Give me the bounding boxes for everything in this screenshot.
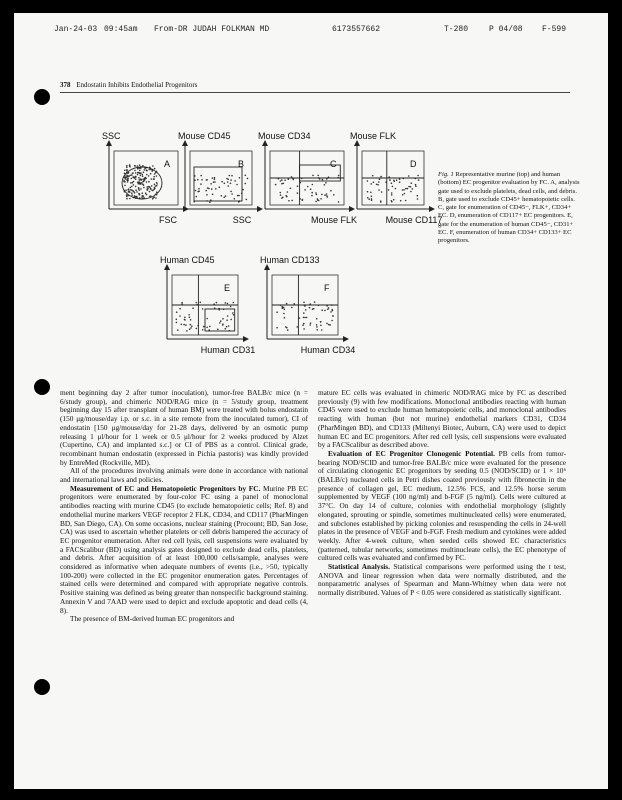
fax-code: T-280 — [444, 25, 469, 34]
heading-statistics: Statistical Analysis. — [328, 562, 390, 572]
fax-from: From-DR JUDAH FOLKMAN MD — [154, 25, 270, 34]
panel-b — [178, 131, 260, 225]
panel-letter: B — [238, 159, 245, 169]
fax-pages: P 04/08 — [489, 25, 523, 34]
panel-f — [260, 255, 355, 355]
events-scatter — [276, 301, 334, 331]
panel-c — [258, 131, 357, 225]
journal-running-title: Endostatin Inhibits Endothelial Progenitors — [76, 81, 198, 89]
panel-y-label: Mouse CD34 — [258, 131, 311, 141]
caption-text: Representative murine (top) and human (bottom) EC progenitor evaluation by FC. A, analysis gate used to exclude platelets, dead cells, and debris. B, gate used to exclude CD45+ hematopoietic cells. C, gate for enumeration of CD45−, FLK+, CD34+ EC. D, enumeration of CD117+ EC progenitors. E, gate for the enumeration of human CD45−, CD31+ EC. F, enumeration of human CD34+ CD133+ EC progenitors. — [438, 171, 580, 245]
panel-y-label: Mouse CD45 — [178, 131, 231, 141]
panel-y-label: Mouse FLK — [350, 131, 397, 141]
panel-y-label: Human CD45 — [160, 255, 215, 265]
right-paragraph-2: PB cells from tumor-bearing NOD/SCID and tumor-free BALB/c mice were evaluated for the presence of circulating clonogenic EC progenitors by seeding 0.5 (NOD/SCID) or 1 × 10⁶ (BALB/c) nucleated cells in Petri dishes coated previously with fibronectin in the presence of collagen gel, EC medium, 12.5% FCS, and 12.5% horse serum supplemented by VEGF (100 ng/ml) and b-FGF (5 ng/ml). Cells were cultured at 37°C. On day 14 of culture, colonies with endothelial morphology (slightly elongated, sprouting or spindle, sometimes multinucleated cells) were enumerated, and subclones established by picking colonies and resuspending the cells in 24-well plates in the presence of VEGF and b-FGF. Fresh medium and cytokines were added weekly. After 4-week culture, when seeded cells showed EC characteristics (patterned, tubular networks, sometimes multinucleate cells), the EC phenotype of cultured cells was evaluated and confirmed by FC. — [318, 448, 567, 563]
panel-letter: A — [164, 159, 171, 169]
fax-form: F-599 — [542, 25, 567, 34]
panel-letter: C — [330, 159, 337, 169]
left-paragraph-4: The presence of BM-derived human EC progenitors and — [70, 614, 235, 624]
panel-x-label: Mouse FLK — [310, 215, 358, 225]
heading-clonogenic: Evaluation of EC Progenitor Clonogenic Potential. — [328, 448, 495, 458]
punch-hole-bottom — [34, 679, 50, 695]
left-paragraph-2: All of the procedures involving animals were done in accordance with national and international laws and policies. — [60, 466, 308, 485]
panel-letter: D — [410, 159, 417, 169]
fax-date: Jan-24-03 — [54, 25, 98, 34]
page-number: 378 — [60, 81, 71, 89]
panel-e — [160, 255, 255, 355]
figure-caption — [438, 171, 580, 246]
events-scatter — [275, 175, 340, 203]
events-scatter — [193, 175, 248, 204]
left-paragraph-3: Murine PB EC progenitors were enumerated by four-color FC using a panel of monoclonal antibodies reacting with murine CD45 (to exclude hematopoietic cells; Ref. 8) and endothelial murine markers VEGF receptor 2 FLK, CD34, and CD117 (PharMingen BD, San Diego, CA). On some occasions, nuclear staining (Procount; BD, San Jose, CA) was used to ascertain whether platelets or cell debris hampered the accuracy of EC progenitor enumeration. After red cell lysis, cell suspensions were evaluated by a FACScalibur (BD) using analysis gates designed to exclude dead cells, platelets, and debris. After acquisition of at least 100,000 cells/sample, analyses were considered as informative when adequate numbers of events (i.e., >50, typically 100-200) were collected in the EC progenitor enumeration gates. Percentages of stained cells were determined and compared with appropriate negative controls. Positive staining was defined as being greater than nonspecific background staining. Annexin V and 7AAD were used to depict and exclude apoptotic and dead cells (4, 8). — [60, 483, 309, 615]
left-column — [60, 389, 308, 624]
heading-measurement: Measurement of EC and Hematopoietic Progenitors by FC. — [70, 483, 261, 493]
events-scatter — [367, 175, 420, 203]
right-paragraph-1: mature EC cells was evaluated in chimeric NOD/RAG mice by FC as described previously (9) with few modifications. Monoclonal antibodies reacting with human CD45 were used to exclude human hematopoietic cells, and monoclonal antibodies reacting with human (but not murine) endothelial markers CD31, CD34 (PharMingen BD), and CD133 (Miltenyi Biotec, Auburn, CA) were used to depict human EC and EC progenitors. After red cell lysis, cell suspensions were evaluated by a FACScalibur as described above. — [318, 388, 566, 450]
panel-x-label: Human CD31 — [200, 345, 256, 355]
panel-y-label: SSC — [102, 131, 121, 141]
caption-label: Fig. 1 — [438, 171, 454, 178]
panel-y-label: Human CD133 — [260, 255, 320, 265]
left-paragraph-1: ment beginning day 2 after tumor inoculation), tumor-free BALB/c mice (n = 6/study group), and chimeric NOD/RAG mice (n = 5/study group, treatment beginning day 15 after transplant of human BM) were treated with bolus endostatin (150 μg/mouse/day i.p. or s.c. in a site remote from the inoculated tumor), CI of endostatin [150 μg/mouse/day for 21-28 days, delivered by an osmotic pump releasing 1 μl/hour for 1 week or 0.5 μl/hour for 2 weeks produced by Alzet (Cupertino, CA) and implanted s.c.] or CI of PBS as a control. Clinical grade, recombinant human endostatin (expressed in Pichia pastoris) was kindly provided by EntreMed (Rockville, MD). — [60, 388, 308, 467]
panel-x-label: Mouse CD117 — [385, 215, 443, 225]
right-paragraph-3: Statistical comparisons were performed using the t test, ANOVA and linear regression when data were normally distributed, and the nonparametric analyses of Spearman and Mann-Whitney when data were not normally distributed. Values of P < 0.05 were considered as statistically significant. — [318, 562, 566, 598]
panel-x-label: Human CD34 — [300, 345, 356, 355]
panel-letter: F — [324, 283, 330, 293]
gate-outline — [205, 309, 235, 331]
panel-d — [350, 131, 442, 225]
panel-letter: E — [224, 283, 231, 293]
panel-x-label: SSC — [232, 215, 252, 225]
fax-page — [14, 13, 608, 789]
panel-x-label: FSC — [159, 215, 177, 225]
right-column — [318, 389, 566, 598]
fax-phone: 6173557662 — [332, 25, 381, 34]
panel-a — [102, 131, 186, 225]
fax-time: 09:45am — [104, 25, 138, 34]
